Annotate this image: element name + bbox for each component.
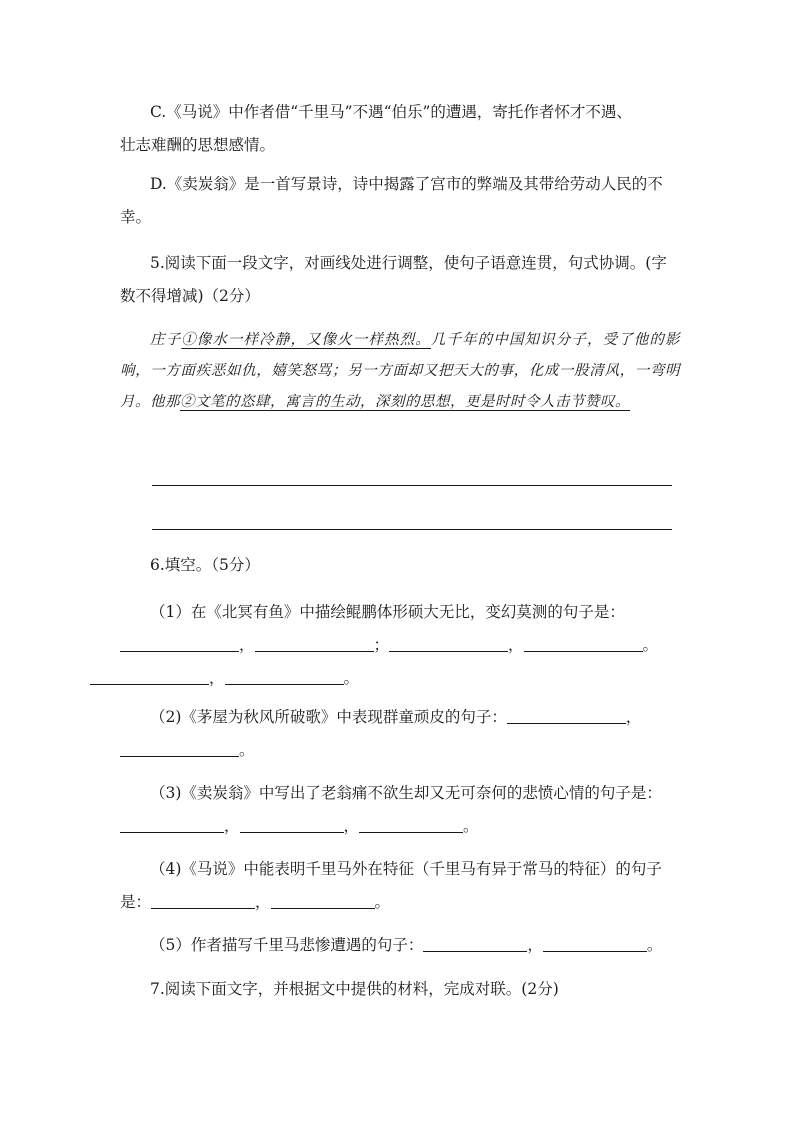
passage-lead: 庄子	[150, 332, 182, 348]
blank[interactable]	[389, 633, 508, 652]
question-5-line1: 5.阅读下面一段文字，对画线处进行调整，使句子语意连贯，句式协调。(字	[150, 254, 667, 272]
question-5-line2: 数不得增减)（2分）	[120, 287, 260, 305]
answer-line-1[interactable]	[152, 485, 672, 486]
blank[interactable]	[90, 666, 209, 685]
q6-item-3: （3)《卖炭翁》中写出了老翁痛不欲生却又无可奈何的悲愤心情的句子是： ， ， 。	[120, 777, 680, 843]
blank[interactable]	[271, 890, 375, 909]
blank[interactable]	[120, 633, 239, 652]
blank[interactable]	[120, 814, 224, 833]
option-c-line1: C.《马说》中作者借“千里马”不遇“伯乐”的遭遇，寄托作者怀才不遇、	[150, 103, 632, 121]
blank[interactable]	[543, 933, 647, 952]
q6-item-4-cont: 是：	[120, 893, 152, 911]
passage-underlined-2: ②文笔的恣肆，寓言的生动，深刻的思想，更是时时令人击节赞叹。	[180, 394, 630, 410]
blank[interactable]	[120, 738, 239, 757]
q6-item-1-answers: ， ； ， 。 ， 。	[90, 629, 658, 695]
option-c-line2: 壮志难酬的思想感情。	[120, 136, 276, 154]
q6-item-4-prompt: （4)《马说》中能表明千里马外在特征（千里马有异于常马的特征）的句子	[150, 860, 662, 878]
blank[interactable]	[359, 814, 463, 833]
question-5-heading	[120, 247, 680, 313]
blank[interactable]	[240, 814, 344, 833]
blank[interactable]	[507, 705, 626, 724]
option-d-line2: 幸。	[120, 208, 152, 226]
passage-middle: 几千年的中国知识分子，受了他的影响，一方面疾恶如仇，嬉笑怒骂；另一方面却又把天大的事，化成一股清风，一弯明月。他那	[120, 332, 681, 410]
q6-item-1-prompt: （1）在《北冥有鱼》中描绘鲲鹏体形硕大无比，变幻莫测的句子是：	[150, 603, 625, 621]
option-d-line1: D.《卖炭翁》是一首写景诗，诗中揭露了宫市的弊端及其带给劳动人民的不	[150, 175, 663, 193]
blank[interactable]	[151, 890, 255, 909]
question-5-passage	[120, 325, 680, 418]
q6-item-1	[120, 596, 680, 695]
question-6-title: 6.填空。（5分）	[150, 556, 260, 574]
blank[interactable]	[423, 933, 527, 952]
q6-item-3-prompt: （3)《卖炭翁》中写出了老翁痛不欲生却又无可奈何的悲愤心情的句子是：	[150, 784, 662, 802]
question-7-title: 7.阅读下面文字，并根据文中提供的材料，完成对联。(2分)	[150, 980, 559, 998]
q6-item-2-prompt: （2)《茅屋为秋风所破歌》中表现群童顽皮的句子：	[150, 708, 507, 726]
answer-line-2[interactable]	[152, 529, 672, 530]
option-d	[120, 168, 680, 234]
q6-item-5-prompt: （5）作者描写千里马悲惨遭遇的句子：	[150, 936, 424, 954]
blank[interactable]	[524, 633, 643, 652]
passage-underlined-1: ①像水一样冷静，又像火一样热烈。	[181, 332, 431, 348]
q6-item-2: （2)《茅屋为秋风所破歌》中表现群童顽皮的句子： ， 。	[120, 701, 680, 767]
blank[interactable]	[255, 633, 374, 652]
blank[interactable]	[225, 666, 344, 685]
q6-item-5: （5）作者描写千里马悲惨遭遇的句子： ， 。	[120, 929, 680, 962]
option-c	[120, 96, 680, 162]
q6-item-4: （4)《马说》中能表明千里马外在特征（千里马有异于常马的特征）的句子 是： ， 。	[120, 860, 662, 911]
